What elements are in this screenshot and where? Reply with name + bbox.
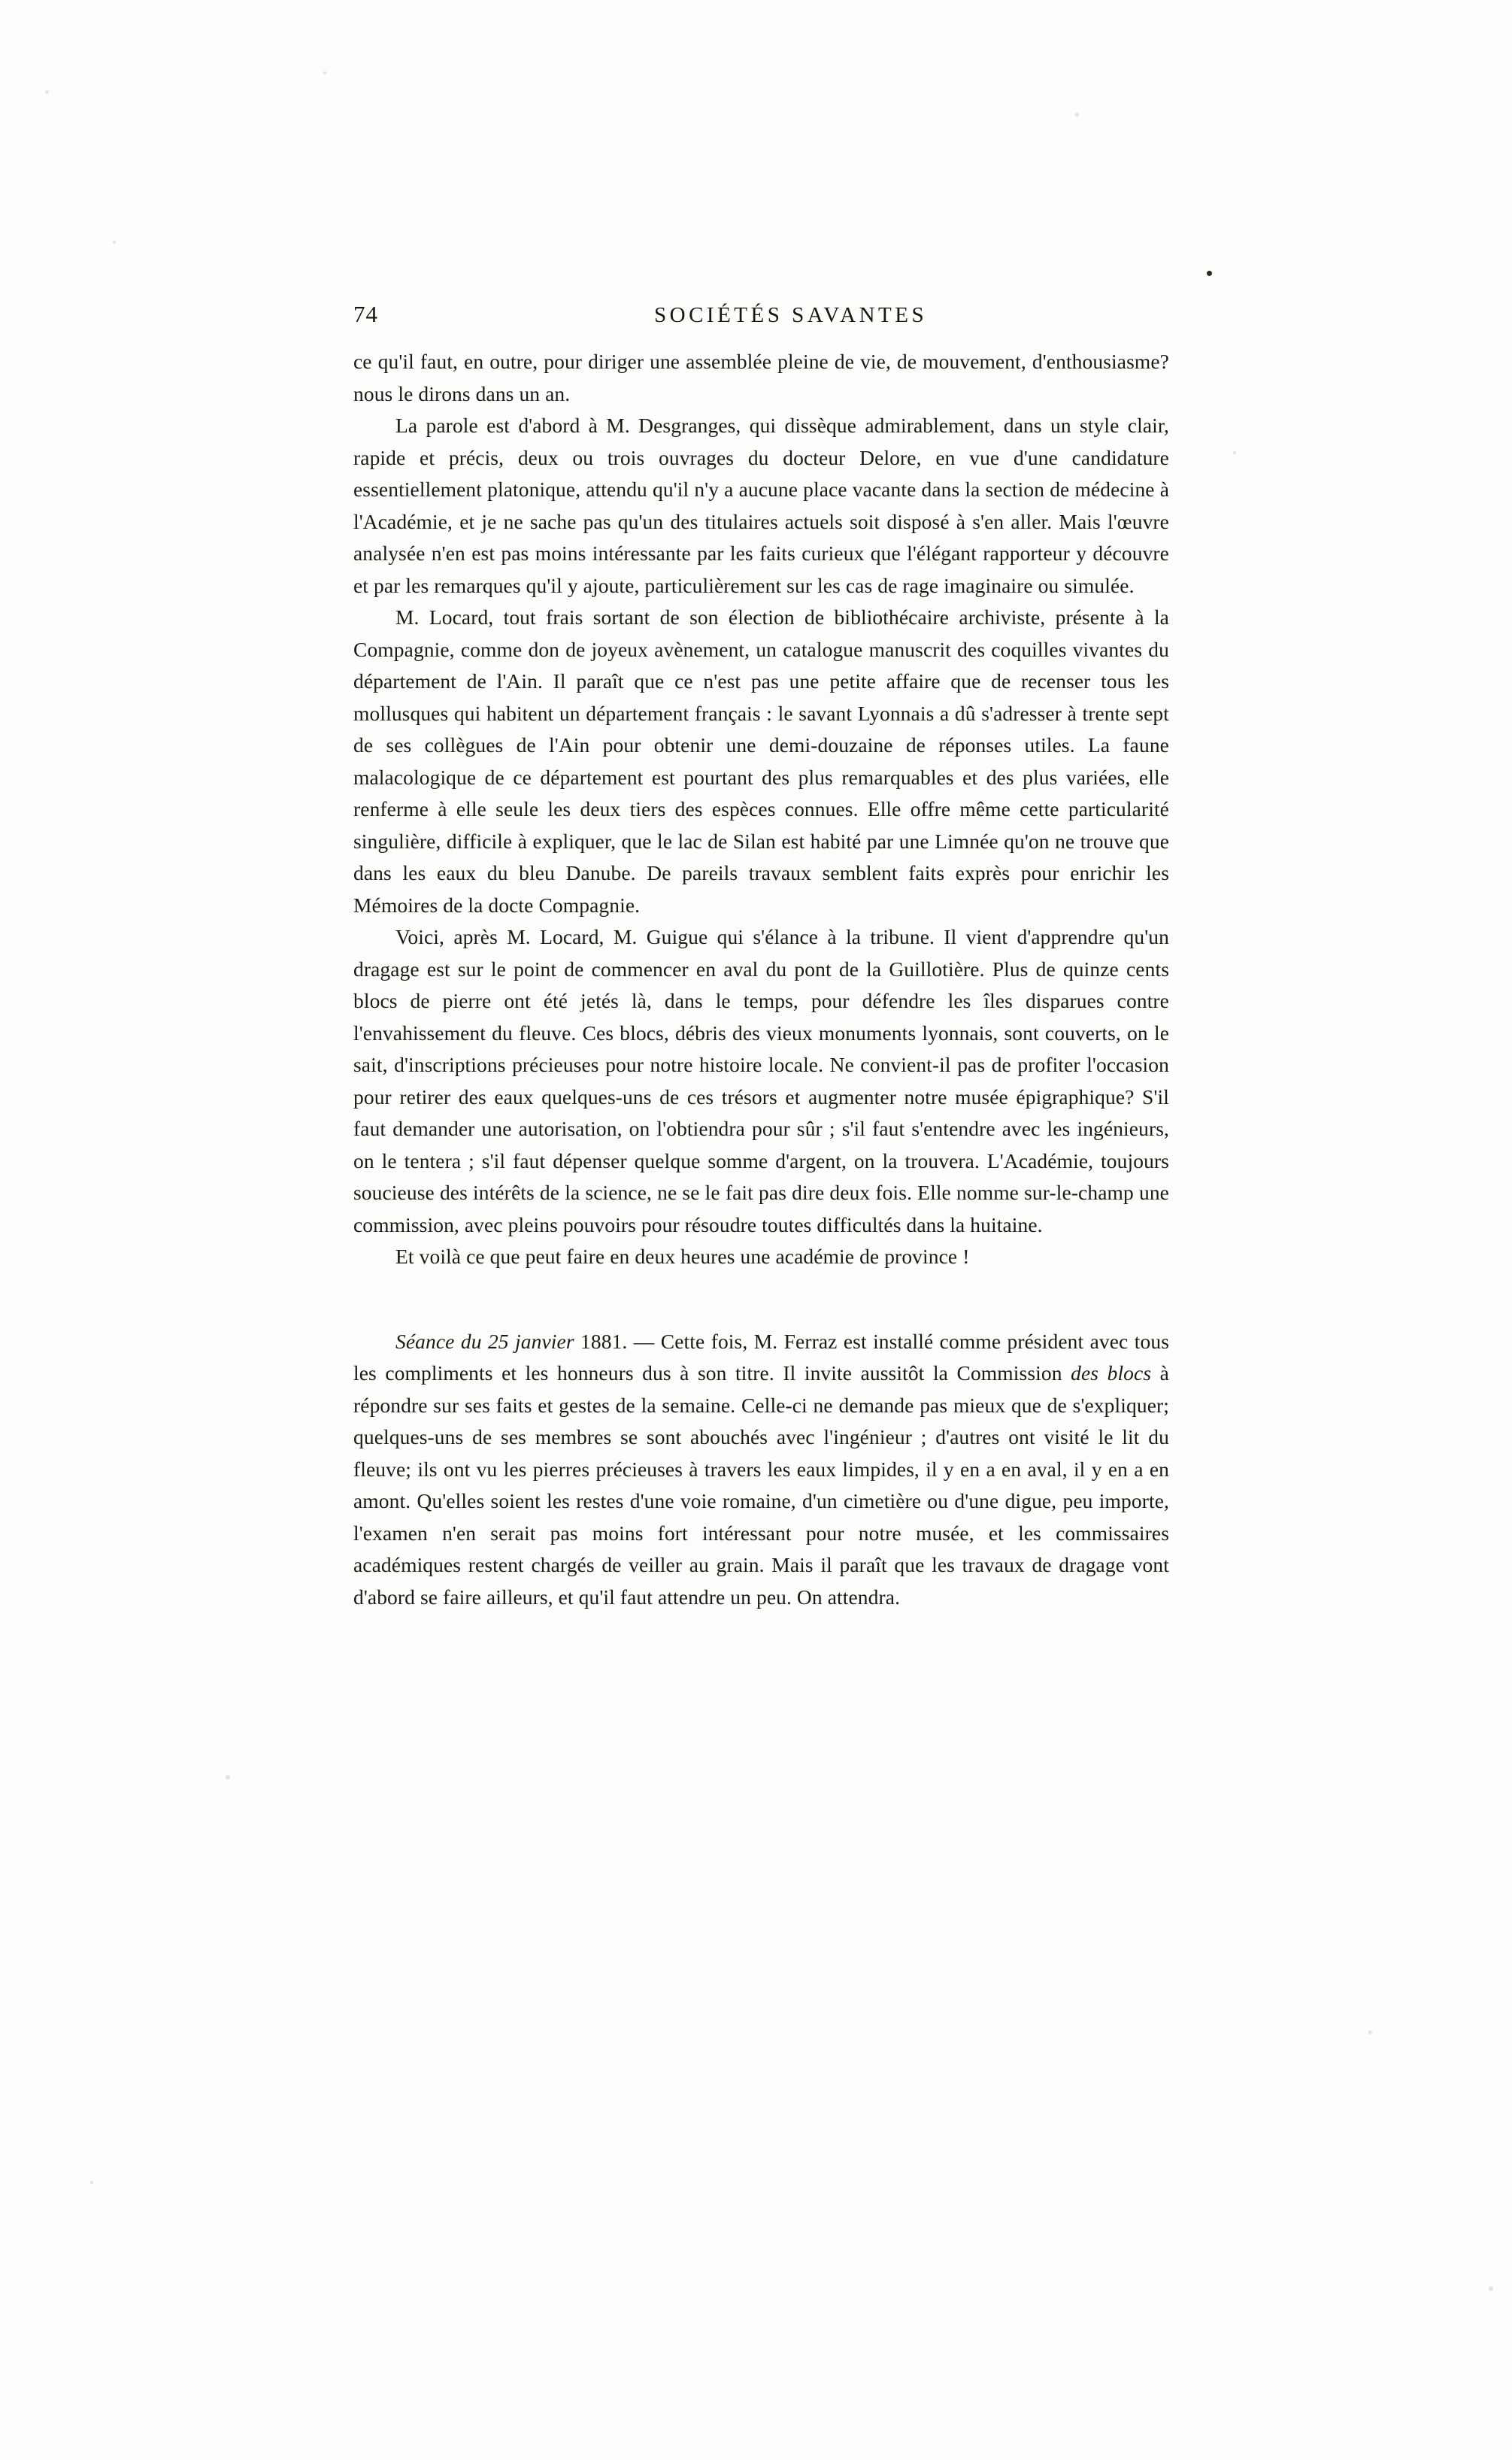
ink-mark (1207, 271, 1212, 276)
paper-speck (226, 1775, 230, 1779)
paper-speck (1368, 2031, 1372, 2034)
paper-speck (45, 90, 49, 94)
page-header (353, 301, 1169, 328)
paragraph: M. Locard, tout frais sortant de son élection de bibliothécaire archiviste, présente à la Compagnie, comme don de joyeux avènement, un catalogue manuscrit des coquilles vivantes du département de l'Ain. Il paraît que ce n'est pas une petite affaire que de recenser tous les mollusques qui habitent un département français : le savant Lyonnais a dû s'adresser à trente sept de ses collègues de l'Ain pour obtenir une demi-douzaine de réponses utiles. La faune malacologique de ce département est pourtant des plus remarquables et des plus variées, elle renferme à elle seule les deux tiers des espèces connues. Elle offre même cette particularité singulière, difficile à expliquer, que le lac de Silan est habité par une Limnée qu'on ne trouve que dans les eaux du bleu Danube. De pareils travaux semblent faits exprès pour enrichir les Mémoires de la docte Compagnie. (353, 605, 1169, 917)
paper-speck (323, 71, 326, 74)
paragraph: Voici, après M. Locard, M. Guigue qui s'élance à la tribune. Il vient d'apprendre qu'un dragage est sur le point de commencer en aval du pont de la Guillotière. Plus de quinze cents blocs de pierre ont été jetés là, dans le temps, pour défendre les îles disparues contre l'envahissement du fleuve. Ces blocs, débris des vieux monuments lyonnais, sont couverts, on le sait, d'inscriptions précieuses pour notre histoire locale. Ne convient-il pas de profiter l'occasion pour retirer des eaux quelques-uns de ces trésors et augmenter notre musée épigraphique? S'il faut demander une autorisation, on l'obtiendra pour sûr ; s'il faut s'entendre avec les ingénieurs, on le tentera ; s'il faut dépenser quelque somme d'argent, on la trouvera. L'Académie, toujours soucieuse des intérêts de la science, ne se le fait pas dire deux fois. Elle nomme sur-le-champ une commission, avec pleins pouvoirs pour résoudre toutes difficultés dans la huitaine. (353, 925, 1169, 1236)
paper-speck (113, 241, 116, 244)
running-title: SOCIÉTÉS SAVANTES (654, 303, 928, 327)
session-heading-dash: — (633, 1329, 655, 1353)
section-break (353, 1273, 1169, 1326)
session-heading-italic-2: des blocs (1071, 1361, 1152, 1385)
paper-speck (1075, 113, 1079, 117)
session-heading-year: 1881. (580, 1329, 628, 1353)
paper-speck (1233, 451, 1236, 454)
paper-speck (1489, 2286, 1493, 2291)
session-paragraph (353, 1326, 1169, 1614)
session-heading-italic: Séance du 25 janvier (395, 1329, 574, 1353)
session-heading-rest: Cette fois, M. Ferraz est installé comme président avec tous les compliments et les honneurs dus à son titre. Il invite aussitôt la Commission (353, 1329, 1169, 1385)
paragraph: ce qu'il faut, en outre, pour diriger une assemblée pleine de vie, de mouvement, d'enthousiasme? nous le dirons dans un an. (353, 350, 1169, 405)
paragraph: La parole est d'abord à M. Desgranges, qui dissèque admirablement, dans un style clair, rapide et précis, deux ou trois ouvrages du docteur Delore, en vue d'une candidature essentiellement platonique, attendu qu'il n'y a aucune place vacante dans la section de médecine à l'Académie, et je ne sache pas qu'un des titulaires actuels soit disposé à s'en aller. Mais l'œuvre analysée n'en est pas moins intéressante par les faits curieux que l'élégant rapporteur y découvre et par les remarques qu'il y ajoute, particulièrement sur les cas de rage imaginaire ou simulée. (353, 414, 1169, 597)
paper-speck (90, 2181, 93, 2184)
page-content (353, 301, 1169, 1613)
paragraph: Et voilà ce que peut faire en deux heures une académie de province ! (395, 1245, 970, 1268)
session-heading-rest-2: à répondre sur ses faits et gestes de la semaine. Celle-ci ne demande pas mieux que de s'expliquer; quelques-uns de ses membres se sont abouchés avec l'ingénieur ; d'autres ont visité le lit du fleuve; ils ont vu les pierres précieuses à travers les eaux limpides, il y en a en aval, il y en a en amont. Qu'elles soient les restes d'une voie romaine, d'un cimetière ou d'une digue, peu importe, l'examen n'en serait pas moins fort intéressant pour notre musée, et les commissaires académiques restent chargés de veiller au grain. Mais il paraît que les travaux de dragage vont d'abord se faire ailleurs, et qu'il faut attendre un peu. On attendra. (353, 1361, 1169, 1609)
page-number: 74 (353, 301, 378, 327)
